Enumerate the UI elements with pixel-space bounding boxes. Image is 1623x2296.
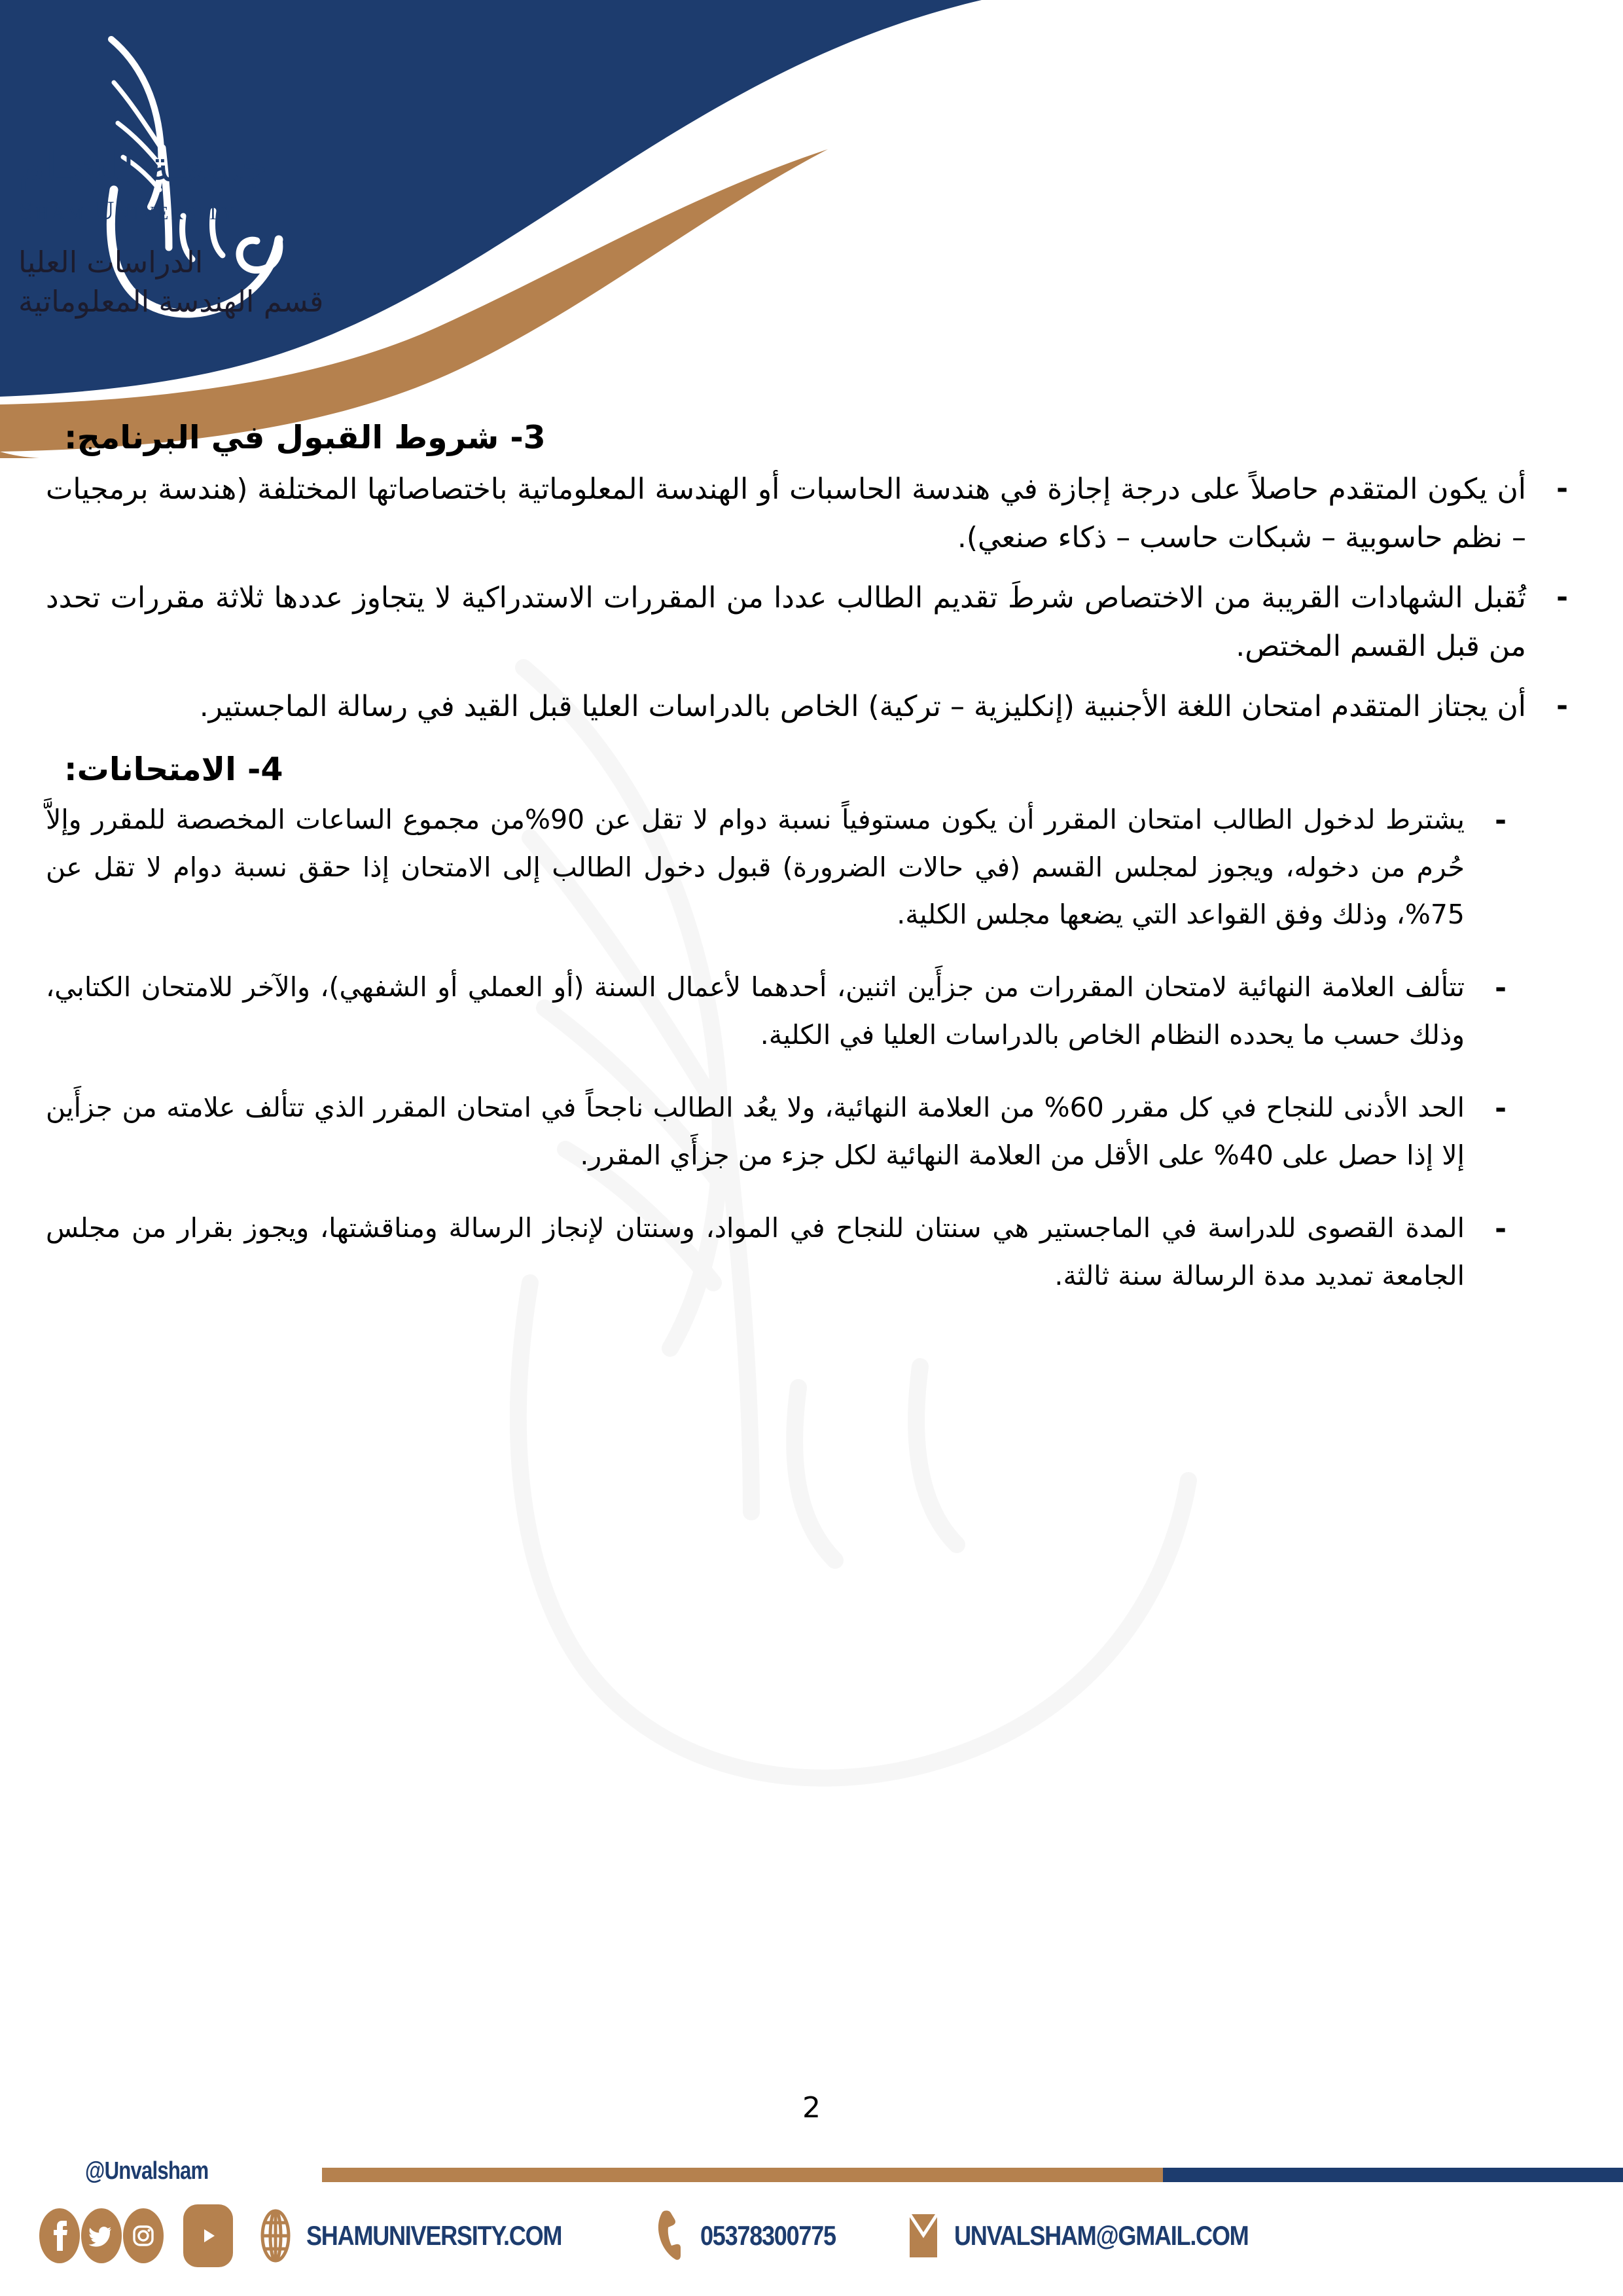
footer-contact-row bbox=[39, 2204, 1342, 2267]
phone-contact[interactable] bbox=[649, 2206, 857, 2266]
footer-rule-tan-segment bbox=[322, 2168, 1163, 2182]
footer-rule-navy-segment bbox=[1163, 2168, 1623, 2182]
section-heading-exams: 4- الامتحانات: bbox=[64, 750, 283, 788]
globe-icon bbox=[255, 2206, 296, 2266]
list-item: - يشترط لدخول الطالب امتحان المقرر أن يكون مستوفياً نسبة دوام لا تقل عن 90%من مجموع الساعات المخصصة للمقرر وإلاَّ حُرم من دخوله، ويجوز لمجلس القسم (في حالات الضرورة) قبول دخول الطالب إلى الامتحان إذا حقق نسبة دوام لا تقل عن 75%، وذلك وفق القواعد التي يضعها مجلس الكلية. bbox=[46, 796, 1516, 939]
email-address: UNVALSHAM@GMAIL.COM bbox=[954, 2220, 1249, 2251]
list-item: - تُقبل الشهادات القريبة من الاختصاص شرطَ تقديم الطالب عددا من المقررات الاستدراكية لا يتجاوز عددها ثلاثة مقررات تحدد من قبل القسم المختص. bbox=[46, 574, 1577, 671]
page-header bbox=[0, 0, 1623, 458]
email-contact[interactable] bbox=[903, 2206, 1296, 2266]
department-label: قسم الهندسة المعلوماتية bbox=[18, 283, 324, 319]
page-footer bbox=[0, 2153, 1623, 2296]
instagram-icon[interactable] bbox=[123, 2208, 164, 2263]
exam-rules-list bbox=[46, 796, 1577, 1300]
list-item: - أن يجتاز المتقدم امتحان اللغة الأجنبية (إنكليزية – تركية) الخاص بالدراسات العليا قبل القيد في رسالة الماجستير. bbox=[46, 683, 1577, 731]
social-icons-group bbox=[39, 2204, 233, 2267]
website-contact[interactable] bbox=[255, 2206, 603, 2266]
list-item: - تتألف العلامة النهائية لامتحان المقررات من جزأَين اثنين، أحدهما لأعمال السنة (أو العملي أو الشفهي)، والآخر للامتحان الكتابي، وذلك حسب ما يحدده النظام الخاص بالدراسات العليا في الكلية. bbox=[46, 963, 1516, 1059]
social-handle: @Unvalsham bbox=[85, 2157, 209, 2185]
contact-info-group bbox=[255, 2206, 1342, 2266]
list-item: - الحد الأدنى للنجاح في كل مقرر 60% من العلامة النهائية، ولا يعُد الطالب ناجحاً في امتحان المقرر الذي تتألف علامته من جزأَين إلا إذا حصل على 40% على الأقل من العلامة النهائية لكل جزء من جزأَي المقرر. bbox=[46, 1084, 1516, 1179]
youtube-icon[interactable] bbox=[183, 2204, 233, 2267]
footer-divider-rule bbox=[322, 2168, 1623, 2182]
list-item: - أن يكون المتقدم حاصلاً على درجة إجازة في هندسة الحاسبات أو الهندسة المعلوماتية باختصاصاتها المختلفة (هندسة برمجيات – نظم حاسوبية – شبكات حاسب – ذكاء صنعي). bbox=[46, 465, 1577, 562]
university-name-arabic: جامعـة الشـام bbox=[18, 141, 268, 192]
section-heading-admission: 3- شروط القبول في البرنامج: bbox=[64, 419, 546, 456]
envelope-icon bbox=[903, 2206, 944, 2266]
document-body bbox=[46, 419, 1577, 1325]
admission-conditions-list bbox=[46, 465, 1577, 731]
graduate-studies-label: الدراسات العليا bbox=[18, 245, 204, 279]
header-identity-block bbox=[0, 141, 1571, 321]
university-name-english: Sham University bbox=[18, 196, 238, 225]
list-item: - المدة القصوى للدراسة في الماجستير هي سنتان للنجاح في المواد، وسنتان لإنجاز الرسالة ومناقشتها، ويجوز بقرار من مجلس الجامعة تمديد مدة الرسالة سنة ثالثة. bbox=[46, 1204, 1516, 1300]
twitter-icon[interactable] bbox=[81, 2208, 122, 2263]
phone-number: 05378300775 bbox=[700, 2220, 836, 2251]
page-number: 2 bbox=[802, 2091, 821, 2125]
facebook-icon[interactable] bbox=[39, 2208, 80, 2263]
website-url: SHAMUNIVERSITY.COM bbox=[306, 2220, 562, 2251]
phone-icon bbox=[649, 2206, 690, 2266]
